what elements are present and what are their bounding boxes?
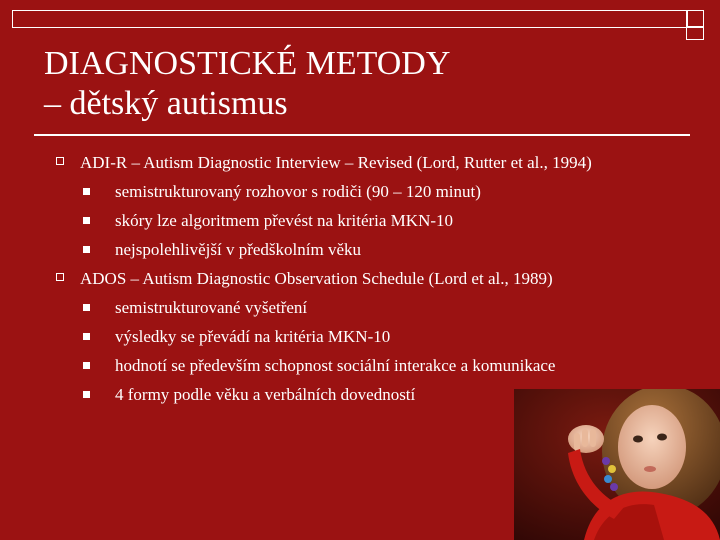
slide-title-line2: – dětský autismus: [44, 85, 288, 122]
filled-square-bullet-icon: [83, 246, 90, 253]
sub-bullet-text: skóry lze algoritmem převést na kritéria MKN-10: [115, 211, 454, 230]
decorative-frame-square: [686, 26, 704, 40]
slide-title: [44, 44, 450, 124]
sub-bullet-text: semistrukturované vyšetření: [115, 298, 308, 317]
sub-bullet-item: [52, 206, 712, 235]
title-divider: [34, 134, 690, 136]
slide-title-line1: DIAGNOSTICKÉ METODY: [44, 45, 451, 82]
bullet-item-text: ADI-R – Autism Diagnostic Interview – Revised (Lord, Rutter et al., 1994): [80, 153, 592, 172]
sub-bullet-item: [52, 322, 712, 351]
sub-bullet-item: [52, 351, 712, 380]
sub-bullet-text: nejspolehlivější v předškolním věku: [115, 240, 361, 259]
filled-square-bullet-icon: [83, 217, 90, 224]
bullet-item: [52, 264, 712, 293]
child-photo: [514, 389, 720, 540]
hollow-square-bullet-icon: [56, 273, 64, 281]
filled-square-bullet-icon: [83, 391, 90, 398]
bullet-item-text: ADOS – Autism Diagnostic Observation Schedule (Lord et al., 1989): [80, 269, 553, 288]
sub-bullet-item: [52, 293, 712, 322]
slide-content: [52, 148, 712, 409]
decorative-frame-bar: [12, 10, 688, 28]
sub-bullet-text: 4 formy podle věku a verbálních dovedností: [115, 385, 416, 404]
sub-bullet-text: hodnotí se především schopnost sociální interakce a komunikace: [115, 356, 556, 375]
sub-bullet-text: výsledky se převádí na kritéria MKN-10: [115, 327, 391, 346]
filled-square-bullet-icon: [83, 333, 90, 340]
filled-square-bullet-icon: [83, 304, 90, 311]
hollow-square-bullet-icon: [56, 157, 64, 165]
sub-bullet-item: [52, 235, 712, 264]
sub-bullet-item: [52, 177, 712, 206]
child-photo-illustration: [514, 389, 720, 540]
sub-bullet-text: semistrukturovaný rozhovor s rodiči (90 – 120 minut): [115, 182, 481, 201]
bullet-item: [52, 148, 712, 177]
filled-square-bullet-icon: [83, 362, 90, 369]
filled-square-bullet-icon: [83, 188, 90, 195]
